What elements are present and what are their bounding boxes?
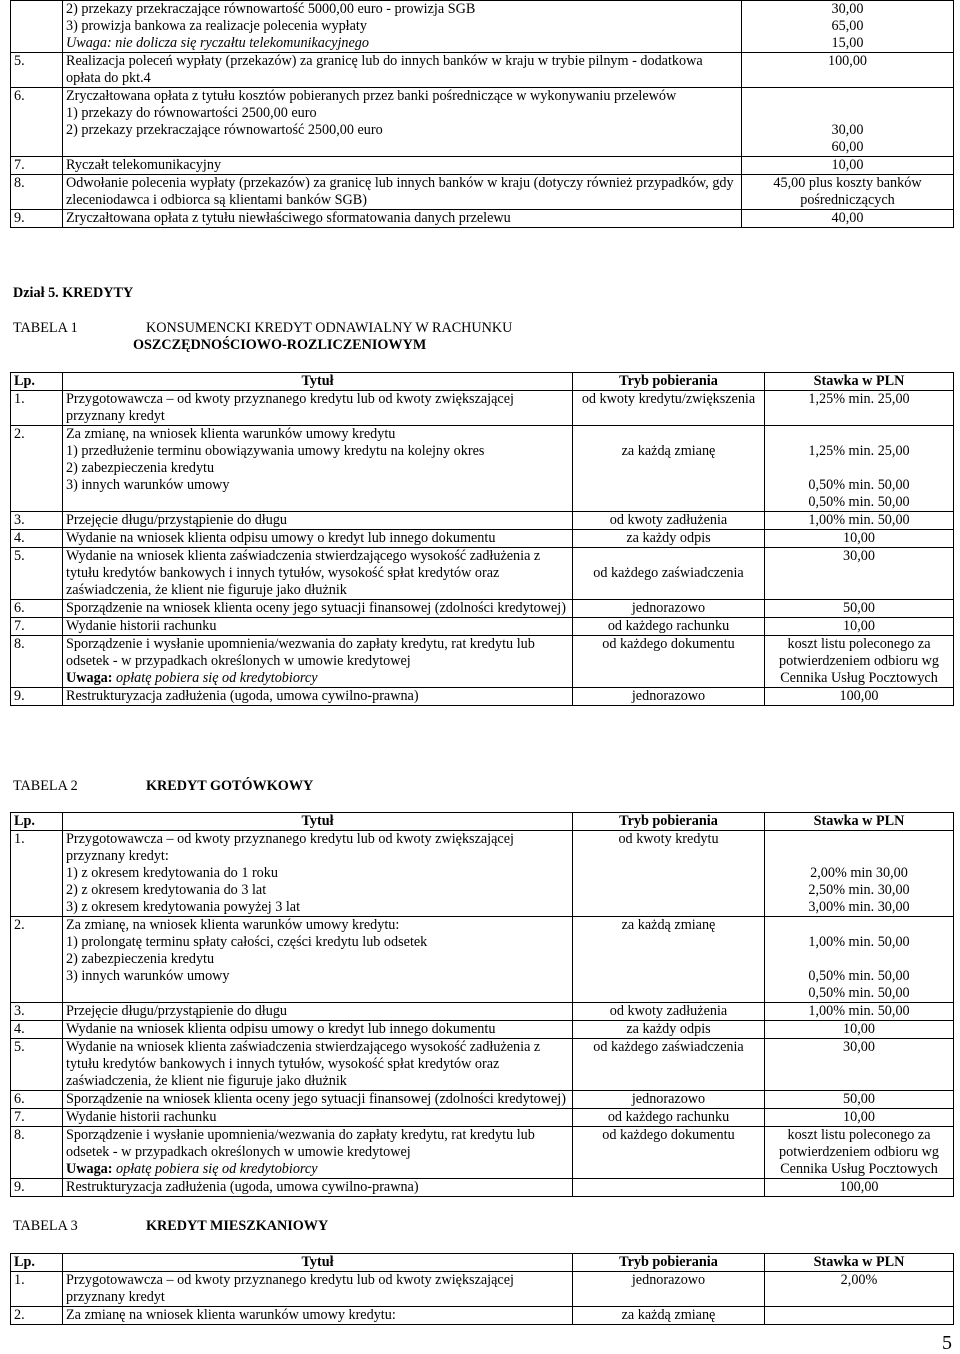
row-title: Realizacja poleceń wypłaty (przekazów) za granicę lub do innych banków w kraju w trybie pilnym - dodatkowa opłata do pkt.4	[63, 53, 742, 88]
col-header-tytul: Tytuł	[63, 373, 573, 391]
row-title: Wydanie na wniosek klienta zaświadczenia stwierdzającego wysokość zadłużenia z tytułu kredytów bankowych i innych tytułów, wysokość spłat kredytów oraz zaświadczenia, że klient nie figuruje jako dłużnik	[63, 1039, 573, 1091]
table-row	[11, 88, 954, 157]
table-header-row	[11, 1254, 954, 1272]
row-title: Sporządzenie na wniosek klienta oceny jego sytuacji finansowej (zdolności kredytowej)	[63, 1091, 573, 1109]
col-header-stawka: Stawka w PLN	[765, 813, 954, 831]
row-title: Wydanie na wniosek klienta odpisu umowy o kredyt lub innego dokumentu	[63, 530, 573, 548]
row-title: Restrukturyzacja zadłużenia (ugoda, umowa cywilno-prawna)	[63, 688, 573, 706]
fee-value: 0,50% min. 50,00	[808, 494, 910, 510]
row-number: 1.	[11, 831, 63, 917]
row-number: 9.	[11, 1179, 63, 1197]
row-text: 3) prowizja bankowa za realizacje polecenia wypłaty	[66, 18, 367, 34]
row-tryb: od każdego zaświadczenia	[573, 1039, 765, 1091]
col-header-stawka: Stawka w PLN	[765, 373, 954, 391]
table-row	[11, 688, 954, 706]
row-title: Restrukturyzacja zadłużenia (ugoda, umowa cywilno-prawna)	[63, 1179, 573, 1197]
table-row	[11, 53, 954, 88]
row-subitem: 2) z okresem kredytowania do 3 lat	[66, 882, 267, 898]
row-number: 1.	[11, 391, 63, 426]
uwaga-text: opłatę pobiera się od kredytobiorcy	[112, 670, 318, 686]
row-tryb: od każdego rachunku	[573, 1109, 765, 1127]
uwaga-label: Uwaga:	[66, 670, 113, 686]
fee-value: 0,50% min. 50,00	[808, 968, 910, 984]
row-subitem: 1) przekazy do równowartości 2500,00 euro	[66, 105, 317, 121]
section-heading: Dział 5. KREDYTY	[13, 285, 134, 301]
row-subitem: 2) zabezpieczenia kredytu	[66, 951, 215, 967]
fee-value: 30,00	[831, 122, 864, 138]
row-title: Odwołanie polecenia wypłaty (przekazów) za granicę lub innych banków w kraju (dotyczy również przypadków, gdy zleceniodawca i odbiorca są klientami banków SGB)	[63, 175, 742, 210]
fee-value: 1,00% min. 50,00	[765, 512, 954, 530]
row-subitem: 3) innych warunków umowy	[66, 968, 230, 984]
row-number: 6.	[11, 600, 63, 618]
row-number: 5.	[11, 1039, 63, 1091]
row-subitem: 3) innych warunków umowy	[66, 477, 230, 493]
row-title: Wydanie historii rachunku	[63, 1109, 573, 1127]
row-title: Sporządzenie na wniosek klienta oceny jego sytuacji finansowej (zdolności kredytowej)	[63, 600, 573, 618]
fee-value: 10,00	[765, 618, 954, 636]
uwaga-text: nie dolicza się ryczałtu telekomunikacyjnego	[111, 35, 369, 51]
col-header-tytul: Tytuł	[63, 1254, 573, 1272]
table-row	[11, 157, 954, 175]
fee-value: 15,00	[831, 35, 864, 51]
row-tryb: jednorazowo	[573, 688, 765, 706]
row-title: Wydanie na wniosek klienta odpisu umowy o kredyt lub innego dokumentu	[63, 1021, 573, 1039]
table-label: TABELA 2	[13, 778, 78, 794]
table-title: KREDYT MIESZKANIOWY	[146, 1218, 329, 1234]
fee-value: 50,00	[765, 600, 954, 618]
table-row	[11, 1091, 954, 1109]
fee-value: 10,00	[765, 530, 954, 548]
table-row	[11, 548, 954, 600]
row-title: Za zmianę, na wniosek klienta warunków umowy kredytu	[66, 426, 396, 442]
fee-value: 30,00	[765, 548, 954, 600]
row-number: 5.	[11, 548, 63, 600]
row-number: 7.	[11, 157, 63, 175]
row-number: 4.	[11, 530, 63, 548]
fee-value: 3,00% min. 30,00	[808, 899, 910, 915]
fee-value: koszt listu poleconego za potwierdzeniem odbioru wg Cennika Usług Pocztowych	[765, 636, 954, 688]
row-tryb: od każdego dokumentu	[573, 1127, 765, 1179]
col-header-lp: Lp.	[11, 373, 63, 391]
row-subitem: 1) z okresem kredytowania do 1 roku	[66, 865, 278, 881]
fee-value: 100,00	[742, 53, 954, 88]
row-title: Przygotowawcza – od kwoty przyznanego kredytu lub od kwoty zwiększającej przyznany kredyt	[63, 391, 573, 426]
row-number: 6.	[11, 88, 63, 157]
row-number: 2.	[11, 1307, 63, 1325]
col-header-lp: Lp.	[11, 1254, 63, 1272]
fee-value: 65,00	[831, 18, 864, 34]
table-row	[11, 917, 954, 1003]
row-tryb: od każdego dokumentu	[573, 636, 765, 688]
fee-value: 2,00% min 30,00	[810, 865, 908, 881]
row-number: 8.	[11, 1127, 63, 1179]
row-number: 7.	[11, 618, 63, 636]
table-row	[11, 512, 954, 530]
table-row	[11, 1021, 954, 1039]
fee-value: 1,00% min. 50,00	[765, 1003, 954, 1021]
row-number: 6.	[11, 1091, 63, 1109]
row-title: Za zmianę na wniosek klienta warunków umowy kredytu:	[63, 1307, 573, 1325]
row-subitem: 2) przekazy przekraczające równowartość 2500,00 euro	[66, 122, 383, 138]
uwaga-label: Uwaga:	[66, 35, 112, 51]
row-number: 3.	[11, 1003, 63, 1021]
row-number: 8.	[11, 175, 63, 210]
table-title: KONSUMENCKI KREDYT ODNAWIALNY W RACHUNKU	[146, 320, 513, 336]
table-row	[11, 618, 954, 636]
table-label: TABELA 3	[13, 1218, 78, 1234]
row-tryb: od kwoty zadłużenia	[573, 1003, 765, 1021]
row-subitem: 1) prolongatę terminu spłaty całości, części kredytu lub odsetek	[66, 934, 428, 950]
col-header-tryb: Tryb pobierania	[573, 1254, 765, 1272]
row-number: 9.	[11, 210, 63, 228]
row-tryb: od każdego rachunku	[573, 618, 765, 636]
fee-value: 100,00	[765, 1179, 954, 1197]
fee-value: 100,00	[765, 688, 954, 706]
uwaga-text: opłatę pobiera się od kredytobiorcy	[112, 1161, 318, 1177]
row-number: 5.	[11, 53, 63, 88]
row-title: Zryczałtowana opłata z tytułu kosztów pobieranych przez banki pośredniczące w wykonywaniu przelewów	[66, 88, 677, 104]
row-tryb: jednorazowo	[573, 600, 765, 618]
fee-value: 40,00	[742, 210, 954, 228]
table-header-row	[11, 813, 954, 831]
row-number: 3.	[11, 512, 63, 530]
table-row	[11, 1307, 954, 1325]
fee-value: 2,00%	[765, 1272, 954, 1307]
fee-value: 1,25% min. 25,00	[808, 443, 910, 459]
row-title: Przejęcie długu/przystąpienie do długu	[63, 1003, 573, 1021]
row-title: Przygotowawcza – od kwoty przyznanego kredytu lub od kwoty zwiększającej przyznany kredyt	[63, 1272, 573, 1307]
table-title: KREDYT GOTÓWKOWY	[146, 778, 314, 794]
row-number: 9.	[11, 688, 63, 706]
row-tryb: za każdą zmianę	[573, 917, 765, 1003]
row-subitem: 1) przedłużenie terminu obowiązywania umowy kredytu na kolejny okres	[66, 443, 485, 459]
row-title: Zryczałtowana opłata z tytułu niewłaściwego sformatowania danych przelewu	[63, 210, 742, 228]
fee-value: 10,00	[765, 1021, 954, 1039]
row-subitem: 2) zabezpieczenia kredytu	[66, 460, 215, 476]
fee-value: 1,00% min. 50,00	[808, 934, 910, 950]
table-row	[11, 831, 954, 917]
fee-value: 10,00	[742, 157, 954, 175]
row-title: Ryczałt telekomunikacyjny	[63, 157, 742, 175]
table-row	[11, 1127, 954, 1179]
col-header-tryb: Tryb pobierania	[573, 813, 765, 831]
table-2	[10, 812, 954, 1197]
row-title: Sporządzenie i wysłanie upomnienia/wezwania do zapłaty kredytu, rat kredytu lub odsetek - w przypadkach określonych w umowie kredytowej	[66, 636, 535, 669]
row-tryb: za każdą zmianę	[573, 1307, 765, 1325]
table-row	[11, 175, 954, 210]
row-title: Sporządzenie i wysłanie upomnienia/wezwania do zapłaty kredytu, rat kredytu lub odsetek - w przypadkach określonych w umowie kredytowej	[66, 1127, 535, 1160]
col-header-tytul: Tytuł	[63, 813, 573, 831]
row-title: Za zmianę, na wniosek klienta warunków umowy kredytu:	[66, 917, 400, 933]
fees-table-continued	[10, 0, 954, 228]
row-text: 2) przekazy przekraczające równowartość 5000,00 euro - prowizja SGB	[66, 1, 476, 17]
row-tryb: za każdy odpis	[573, 530, 765, 548]
row-number: 2.	[11, 426, 63, 512]
fee-value: 30,00	[765, 1039, 954, 1091]
row-number: 7.	[11, 1109, 63, 1127]
row-title: Przejęcie długu/przystąpienie do długu	[63, 512, 573, 530]
fee-value: koszt listu poleconego za potwierdzeniem odbioru wg Cennika Usług Pocztowych	[765, 1127, 954, 1179]
table-row	[11, 391, 954, 426]
table-3	[10, 1253, 954, 1325]
table-row	[11, 210, 954, 228]
fee-value: 10,00	[765, 1109, 954, 1127]
row-number: 4.	[11, 1021, 63, 1039]
fee-value: 1,25% min. 25,00	[765, 391, 954, 426]
table-row	[11, 1003, 954, 1021]
row-tryb: od kwoty zadłużenia	[573, 512, 765, 530]
fee-value: 0,50% min. 50,00	[808, 985, 910, 1001]
row-number: 2.	[11, 917, 63, 1003]
row-tryb: od kwoty kredytu/zwiększenia	[573, 391, 765, 426]
table-header-row	[11, 373, 954, 391]
fee-value: 60,00	[831, 139, 864, 155]
col-header-stawka: Stawka w PLN	[765, 1254, 954, 1272]
row-tryb: od kwoty kredytu	[573, 831, 765, 917]
row-subitem: 3) z okresem kredytowania powyżej 3 lat	[66, 899, 301, 915]
row-number: 1.	[11, 1272, 63, 1307]
table-row	[11, 426, 954, 512]
table-label: TABELA 1	[13, 320, 78, 336]
table-row	[11, 1109, 954, 1127]
row-number: 8.	[11, 636, 63, 688]
table-row	[11, 1272, 954, 1307]
fee-value: 2,50% min. 30,00	[808, 882, 910, 898]
row-title: Wydanie historii rachunku	[63, 618, 573, 636]
fee-value: 30,00	[831, 1, 864, 17]
row-tryb: za każdą zmianę	[621, 443, 716, 459]
uwaga-label: Uwaga:	[66, 1161, 113, 1177]
row-tryb: za każdy odpis	[573, 1021, 765, 1039]
row-title: Wydanie na wniosek klienta zaświadczenia stwierdzającego wysokość zadłużenia z tytułu kredytów bankowych i innych tytułów, wysokość spłat kredytów oraz zaświadczenia, że klient nie figuruje jako dłużnik	[63, 548, 573, 600]
page-number: 5	[942, 1332, 952, 1354]
col-header-tryb: Tryb pobierania	[573, 373, 765, 391]
table-row	[11, 636, 954, 688]
fee-value: 50,00	[765, 1091, 954, 1109]
table-title-line2: OSZCZĘDNOŚCIOWO-ROZLICZENIOWYM	[133, 337, 427, 353]
table-row	[11, 1, 954, 53]
fee-value: 45,00 plus koszty banków pośredniczących	[742, 175, 954, 210]
row-title: Przygotowawcza – od kwoty przyznanego kredytu lub od kwoty zwiększającej przyznany kredyt:	[66, 831, 514, 864]
table-row	[11, 1179, 954, 1197]
table-row	[11, 1039, 954, 1091]
table-1	[10, 372, 954, 706]
row-tryb: jednorazowo	[573, 1272, 765, 1307]
col-header-lp: Lp.	[11, 813, 63, 831]
table-row	[11, 530, 954, 548]
fee-value: 0,50% min. 50,00	[808, 477, 910, 493]
table-row	[11, 600, 954, 618]
row-tryb: od każdego zaświadczenia	[593, 565, 744, 581]
row-tryb: jednorazowo	[573, 1091, 765, 1109]
